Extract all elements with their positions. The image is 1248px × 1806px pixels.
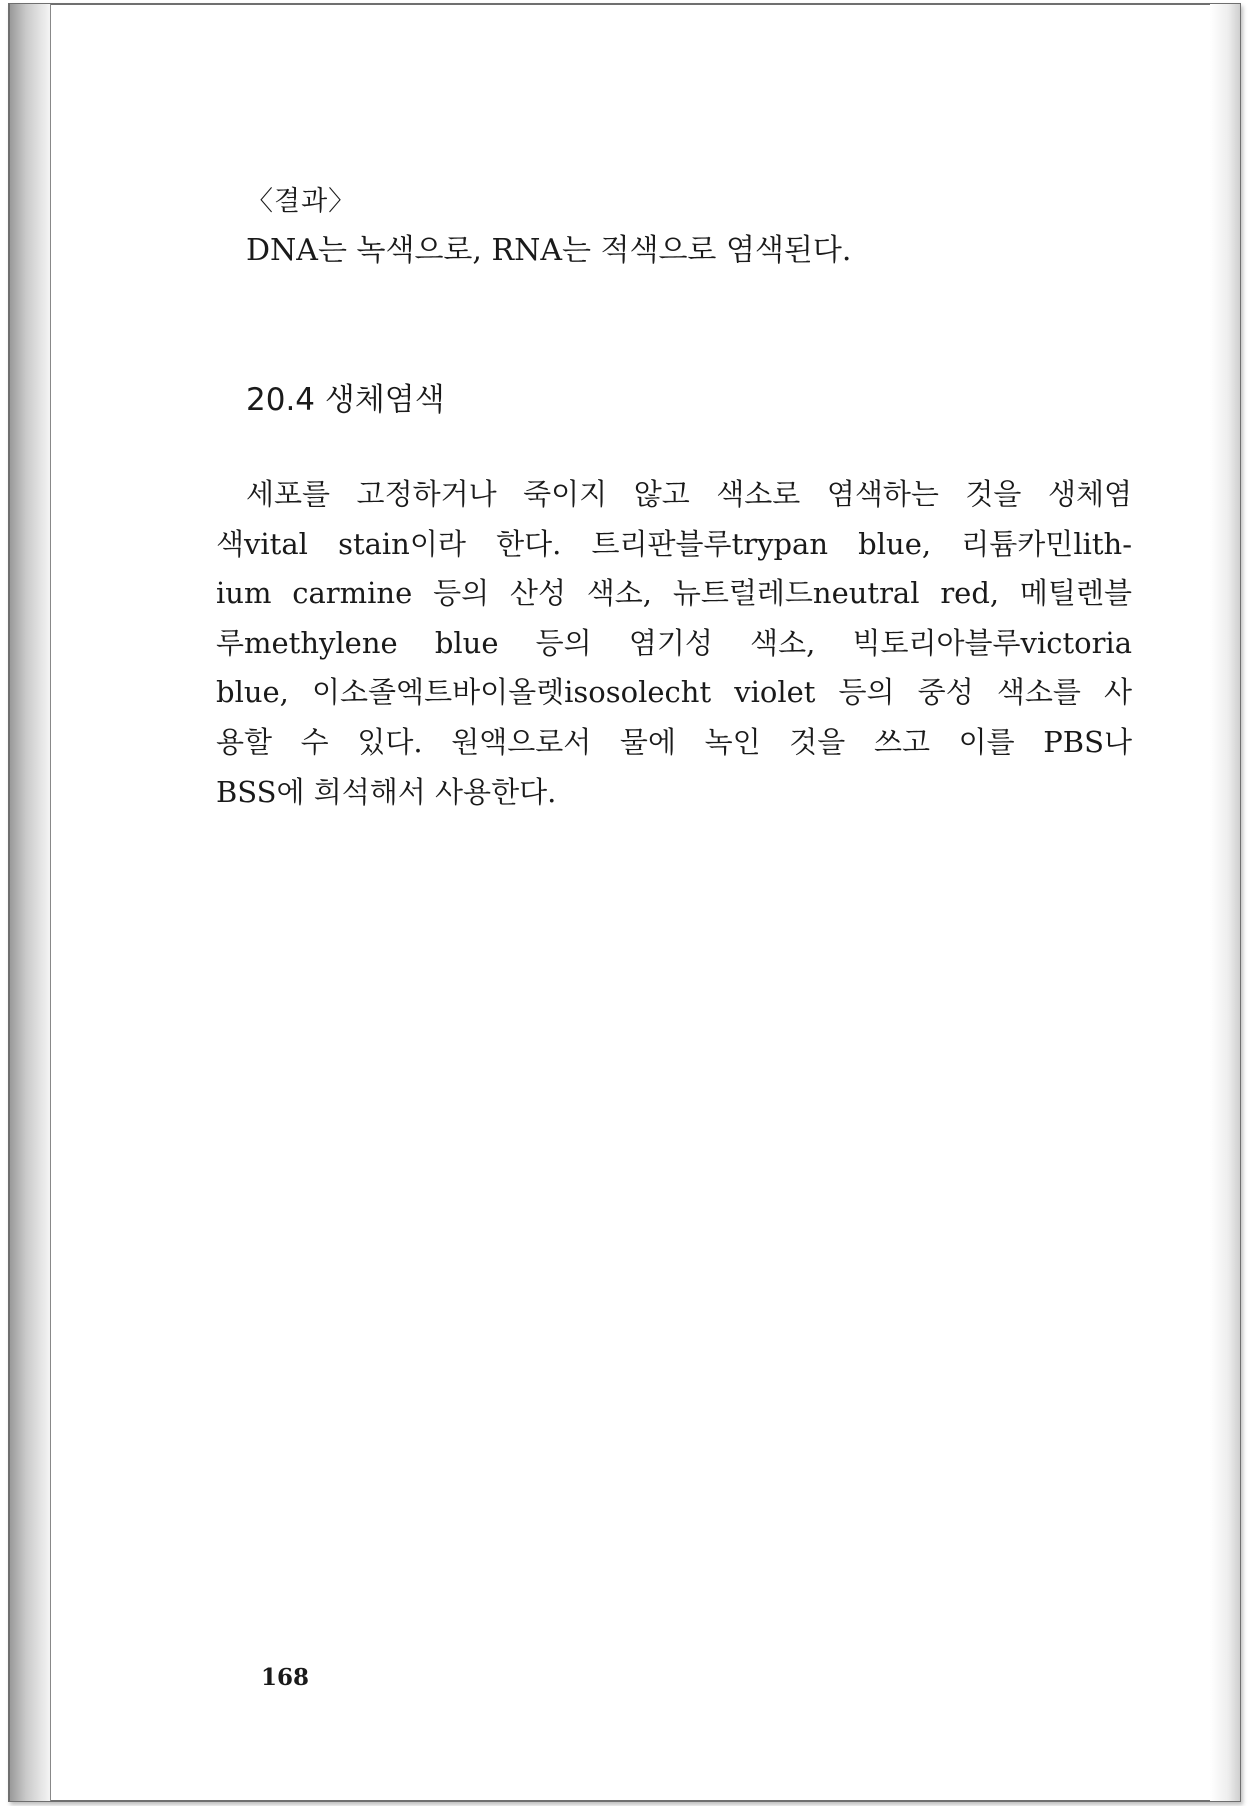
result-heading: 〈결과〉 [246, 186, 357, 217]
body-line: 루methylene blue 등의 염기성 색소, 빅토리아블루victoria [216, 625, 1132, 660]
body-line: ium carmine 등의 산성 색소, 뉴트럴레드neutral red, 메틸렌블 [216, 576, 1132, 611]
body-paragraph [216, 470, 1132, 817]
body-line: 색vital stain이라 한다. 트리판블루trypan blue, 리튬카민lith- [216, 526, 1132, 561]
section-title: 20.4 생체염색 [246, 382, 445, 418]
body-line: 용할 수 있다. 원액으로서 물에 녹인 것을 쓰고 이를 PBS나 [216, 724, 1132, 759]
result-text: DNA는 녹색으로, RNA는 적색으로 염색된다. [246, 233, 852, 268]
body-line: BSS에 희석해서 사용한다. [216, 774, 557, 809]
body-line: blue, 이소졸엑트바이올렛isosolecht violet 등의 중성 색소를 사 [216, 675, 1132, 710]
body-line: 세포를 고정하거나 죽이지 않고 색소로 염색하는 것을 생체염 [246, 477, 1132, 511]
page-number: 168 [261, 1664, 310, 1691]
